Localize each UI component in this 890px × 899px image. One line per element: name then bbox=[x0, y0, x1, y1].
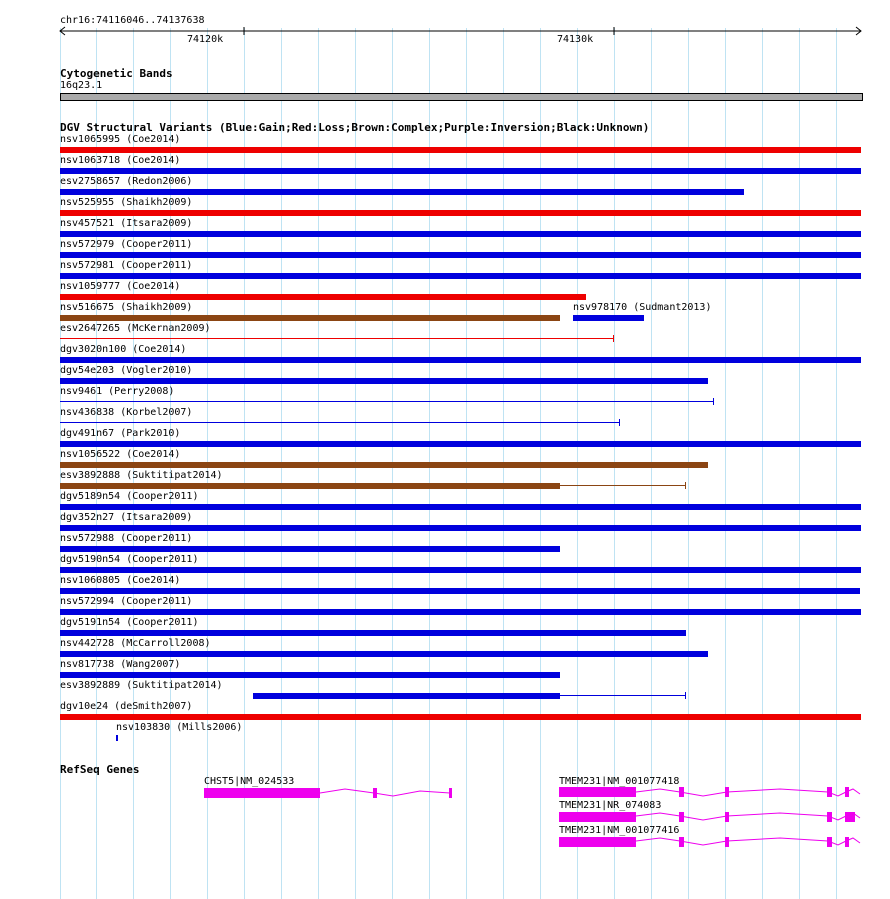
variant-label: nsv1063718 (Coe2014) bbox=[60, 155, 181, 166]
cytoband-track-title: Cytogenetic Bands bbox=[60, 67, 173, 80]
variant-label: dgv5189n54 (Cooper2011) bbox=[60, 491, 199, 502]
variant-label: nsv572981 (Cooper2011) bbox=[60, 260, 193, 271]
variant-label: nsv817738 (Wang2007) bbox=[60, 659, 181, 670]
gene-label: CHST5|NM_024533 bbox=[204, 776, 295, 787]
variant-label: nsv525955 (Shaikh2009) bbox=[60, 197, 193, 208]
variant-label: nsv978170 (Sudmant2013) bbox=[573, 302, 712, 313]
cytoband-label: 16q23.1 bbox=[60, 80, 103, 91]
variant-label: nsv572979 (Cooper2011) bbox=[60, 239, 193, 250]
variant-label: esv2758657 (Redon2006) bbox=[60, 176, 193, 187]
variant-label: nsv1056522 (Coe2014) bbox=[60, 449, 181, 460]
ruler-tick-label: 74120k bbox=[187, 34, 224, 45]
variant-label: nsv572994 (Cooper2011) bbox=[60, 596, 193, 607]
refseq-track-title: RefSeq Genes bbox=[60, 763, 140, 776]
variant-label: nsv572988 (Cooper2011) bbox=[60, 533, 193, 544]
variant-label: nsv457521 (Itsara2009) bbox=[60, 218, 193, 229]
variant-label: dgv3020n100 (Coe2014) bbox=[60, 344, 187, 355]
variant-label: esv3892889 (Suktitipat2014) bbox=[60, 680, 223, 691]
gene-model-tmem231-1 bbox=[559, 787, 860, 797]
variant-label: nsv436838 (Korbel2007) bbox=[60, 407, 193, 418]
variant-label: nsv1060805 (Coe2014) bbox=[60, 575, 181, 586]
variant-label: nsv9461 (Perry2008) bbox=[60, 386, 175, 397]
variant-label: nsv516675 (Shaikh2009) bbox=[60, 302, 193, 313]
variant-label: nsv1065995 (Coe2014) bbox=[60, 134, 181, 145]
variant-label: nsv442728 (McCarroll2008) bbox=[60, 638, 211, 649]
gene-model-tmem231-2 bbox=[559, 812, 860, 822]
dgv-track-title: DGV Structural Variants (Blue:Gain;Red:Loss;Brown:Complex;Purple:Inversion;Black:Unknown) bbox=[60, 121, 650, 134]
variant-label: dgv352n27 (Itsara2009) bbox=[60, 512, 193, 523]
variant-label: dgv10e24 (deSmith2007) bbox=[60, 701, 193, 712]
gene-label: TMEM231|NR_074083 bbox=[559, 800, 662, 811]
variant-label: dgv54e203 (Vogler2010) bbox=[60, 365, 193, 376]
variant-label: nsv1059777 (Coe2014) bbox=[60, 281, 181, 292]
location-label: chr16:74116046..74137638 bbox=[60, 15, 205, 26]
gene-model-tmem231-3 bbox=[559, 837, 860, 847]
variant-label: dgv5190n54 (Cooper2011) bbox=[60, 554, 199, 565]
gene-label: TMEM231|NM_001077416 bbox=[559, 825, 680, 836]
ruler-tick-label: 74130k bbox=[557, 34, 594, 45]
variant-label: nsv103830 (Mills2006) bbox=[116, 722, 243, 733]
gene-model-chst5 bbox=[204, 788, 452, 798]
variant-label: esv2647265 (McKernan2009) bbox=[60, 323, 211, 334]
variant-label: dgv491n67 (Park2010) bbox=[60, 428, 181, 439]
variant-label: esv3892888 (Suktitipat2014) bbox=[60, 470, 223, 481]
variant-label: dgv5191n54 (Cooper2011) bbox=[60, 617, 199, 628]
gene-label: TMEM231|NM_001077418 bbox=[559, 776, 680, 787]
